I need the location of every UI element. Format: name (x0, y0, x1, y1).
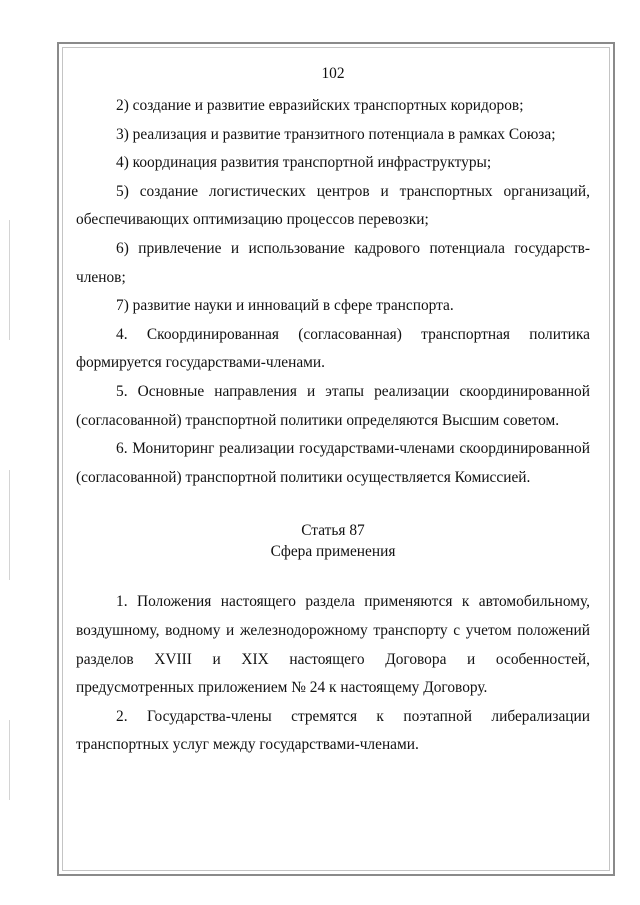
margin-scan-line-upper (9, 220, 10, 340)
article-title: Сфера применения (270, 543, 396, 561)
page-number: 102 (321, 65, 345, 82)
clause-5: 5. Основные направления и этапы реализации скоординированной (согласованной) транспортной политики определяются Высшим советом. (76, 382, 590, 429)
margin-scan-line-lower (9, 720, 10, 800)
clause-4: 4. Скоординированная (согласованная) транспортная политика формируется государствами-членами. (76, 325, 590, 372)
article-87-clause-2: 2. Государства-члены стремятся к поэтапной либерализации транспортных услуг между государствами-членами. (76, 707, 590, 754)
document-body (76, 60, 590, 760)
article-number: Статья 87 (301, 522, 365, 540)
list-item-6: 6) привлечение и использование кадрового потенциала государств-членов; (76, 239, 590, 286)
list-item-2: 2) создание и развитие евразийских транспортных коридоров; (116, 97, 524, 114)
list-item-4: 4) координация развития транспортной инфраструктуры; (116, 154, 492, 172)
clause-6: 6. Мониторинг реализации государствами-членами скоординированной (согласованной) транспортной политики осуществляется Комиссией. (76, 440, 590, 486)
article-heading (76, 520, 590, 562)
margin-scan-line-middle (9, 470, 10, 580)
list-item-5: 5) создание логистических центров и транспортных организаций, обеспечивающих оптимизацию процессов перевозки; (76, 182, 590, 229)
list-item-7: 7) развитие науки и инноваций в сфере транспорта. (116, 297, 454, 315)
list-item-3: 3) реализация и развитие транзитного потенциала в рамках Союза; (116, 125, 556, 143)
article-87-clause-1: 1. Положения настоящего раздела применяются к автомобильному, воздушному, водному и железнодорожному транспорту с учетом положений разделов XVIII и XIX настоящего Договора и особенностей, предусмотренных приложением № 24 к настоящему Договору. (76, 593, 590, 697)
